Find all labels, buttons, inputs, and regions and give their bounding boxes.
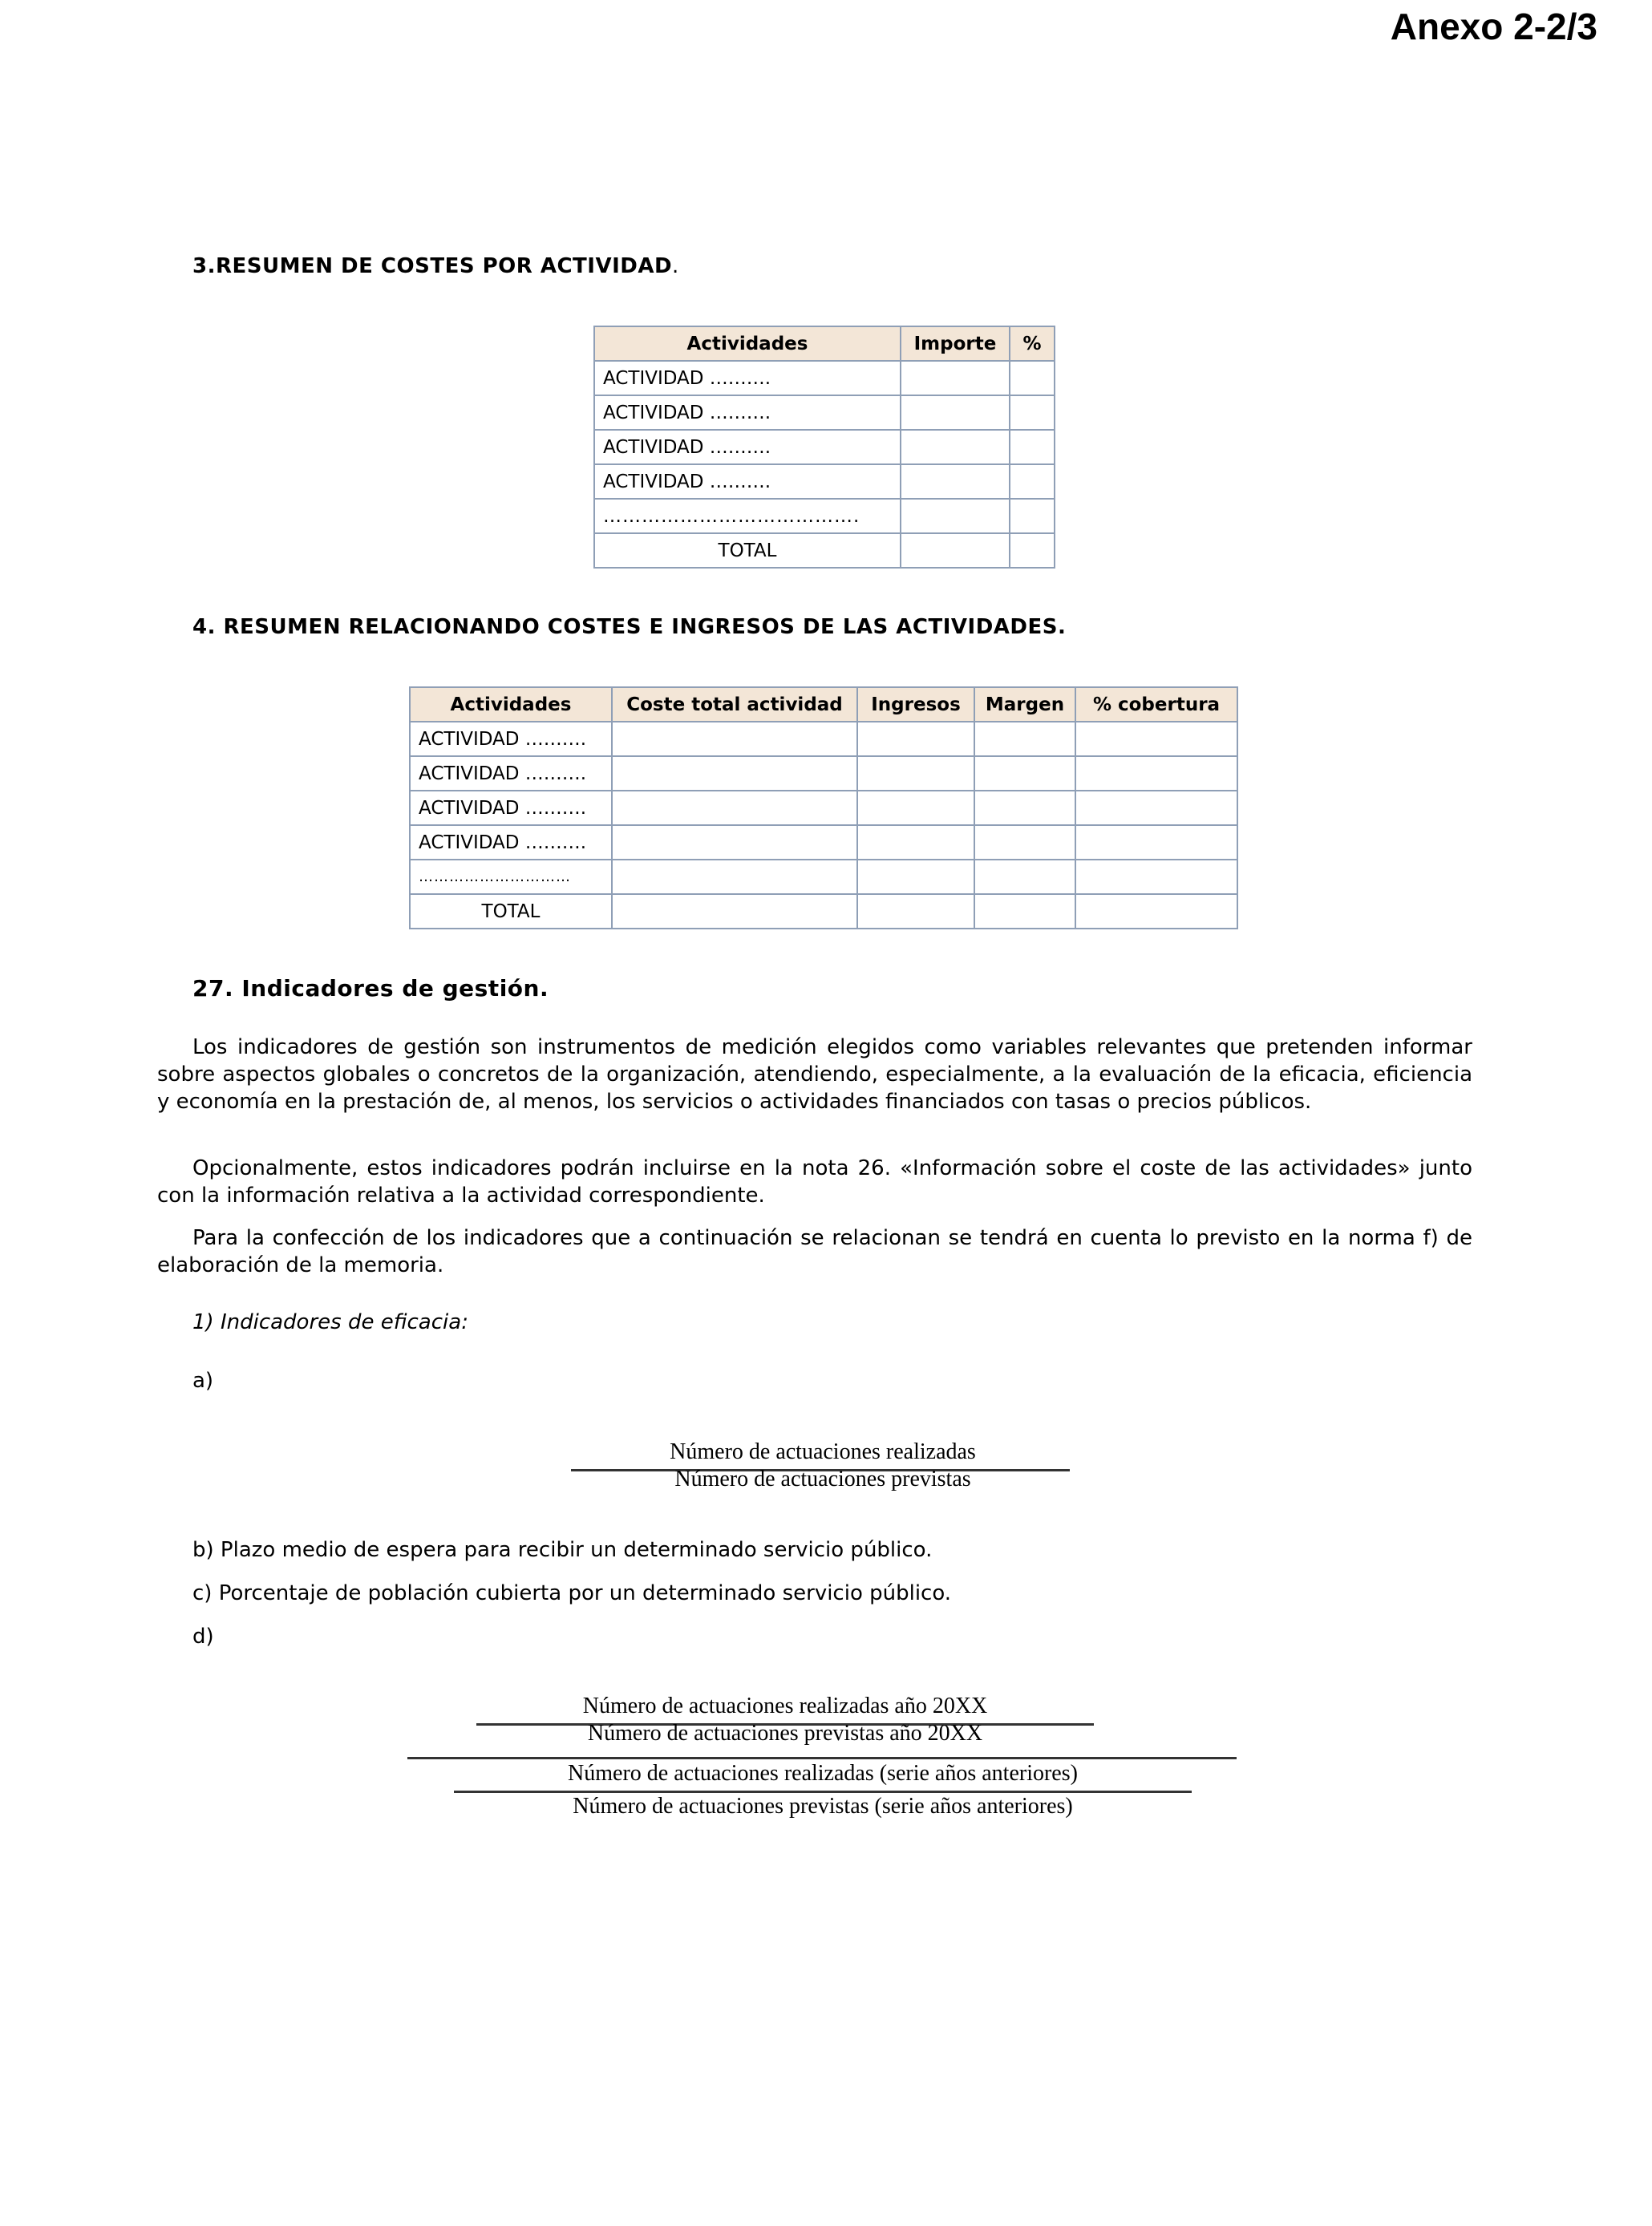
coste-cell	[612, 791, 857, 825]
table-row	[594, 464, 1055, 499]
coste-cell	[612, 860, 857, 894]
activity-cell: ACTIVIDAD ……….	[594, 395, 901, 430]
cobertura-cell	[1075, 756, 1237, 791]
percent-cell	[1010, 499, 1055, 533]
percent-total-cell	[1010, 533, 1055, 568]
fraction-d-denominator-bottom: Número de actuaciones previstas (serie años anteriores)	[573, 1794, 1073, 1819]
table-total-row	[410, 894, 1237, 929]
table-row	[594, 395, 1055, 430]
section-3-title-text: 3.RESUMEN DE COSTES POR ACTIVIDAD	[192, 254, 673, 278]
fraction-d-lower-rule	[454, 1791, 1192, 1793]
table-header-row	[594, 326, 1055, 361]
activity-cell: ACTIVIDAD ……….	[410, 825, 612, 860]
total-label: TOTAL	[594, 533, 901, 568]
table-header-row	[410, 687, 1237, 722]
fraction-a-denominator: Número de actuaciones previstas	[674, 1467, 971, 1491]
section-27-title: 27. Indicadores de gestión.	[192, 975, 549, 1002]
importe-cell	[901, 464, 1010, 499]
indicators-subtitle: 1) Indicadores de eficacia:	[192, 1310, 468, 1334]
activity-cell: ACTIVIDAD ……….	[410, 722, 612, 756]
ingresos-cell	[857, 756, 974, 791]
table-row	[410, 791, 1237, 825]
cost-summary-table	[593, 326, 1055, 569]
margen-cell	[974, 756, 1075, 791]
fraction-d-main-rule	[407, 1757, 1237, 1759]
margen-cell	[974, 722, 1075, 756]
fraction-a-numerator: Número de actuaciones realizadas	[670, 1439, 976, 1464]
activity-cell: ACTIVIDAD ……….	[594, 464, 901, 499]
activity-cell: ACTIVIDAD ……….	[410, 756, 612, 791]
total-label: TOTAL	[410, 894, 612, 929]
item-c: c) Porcentaje de población cubierta por un determinado servicio público.	[192, 1581, 952, 1605]
item-a-label: a)	[192, 1369, 214, 1393]
activity-cell: ACTIVIDAD ……….	[594, 361, 901, 395]
table-row	[594, 361, 1055, 395]
activity-cell: ACTIVIDAD ……….	[410, 791, 612, 825]
fraction-d-numerator-bottom: Número de actuaciones previstas año 20XX	[587, 1721, 983, 1746]
ingresos-cell	[857, 825, 974, 860]
importe-cell	[901, 430, 1010, 464]
ingresos-total-cell	[857, 894, 974, 929]
col-header-importe: Importe	[901, 326, 1010, 361]
importe-cell	[901, 499, 1010, 533]
cobertura-cell	[1075, 860, 1237, 894]
margen-cell	[974, 860, 1075, 894]
col-header-margen: Margen	[974, 687, 1075, 722]
table-row	[594, 499, 1055, 533]
section-3-title-tail: .	[672, 254, 679, 278]
col-header-ingresos: Ingresos	[857, 687, 974, 722]
margen-cell	[974, 825, 1075, 860]
table-row	[410, 722, 1237, 756]
margen-cell	[974, 791, 1075, 825]
table-row	[594, 430, 1055, 464]
col-header-percent: %	[1010, 326, 1055, 361]
importe-total-cell	[901, 533, 1010, 568]
col-header-actividades: Actividades	[410, 687, 612, 722]
col-header-cobertura: % cobertura	[1075, 687, 1237, 722]
cost-income-table	[409, 686, 1238, 929]
coste-cell	[612, 756, 857, 791]
margen-total-cell	[974, 894, 1075, 929]
section-3-title	[192, 254, 679, 278]
table-row	[410, 756, 1237, 791]
activity-cell: ACTIVIDAD ……….	[594, 430, 901, 464]
ingresos-cell	[857, 860, 974, 894]
cobertura-cell	[1075, 722, 1237, 756]
table-row	[410, 825, 1237, 860]
item-b: b) Plazo medio de espera para recibir un determinado servicio público.	[192, 1538, 933, 1562]
cobertura-total-cell	[1075, 894, 1237, 929]
importe-cell	[901, 395, 1010, 430]
col-header-coste-total: Coste total actividad	[612, 687, 857, 722]
activity-cell: ………………………………….	[594, 499, 901, 533]
cobertura-cell	[1075, 791, 1237, 825]
ingresos-cell	[857, 791, 974, 825]
importe-cell	[901, 361, 1010, 395]
col-header-actividades: Actividades	[594, 326, 901, 361]
section-4-title: 4. RESUMEN RELACIONANDO COSTES E INGRESOS DE LAS ACTIVIDADES.	[192, 615, 1067, 639]
percent-cell	[1010, 361, 1055, 395]
table-row	[410, 860, 1237, 894]
percent-cell	[1010, 395, 1055, 430]
activity-cell: …………………………	[410, 860, 612, 894]
coste-cell	[612, 825, 857, 860]
paragraph-intro: Los indicadores de gestión son instrumentos de medición elegidos como variables relevantes que pretenden informar sobre aspectos globales o concretos de la organización, atendiendo, especialmente, a la evaluación de la eficacia, eficiencia y economía en la prestación de, al menos, los servicios o actividades financiados con tasas o precios públicos.	[157, 1035, 1472, 1114]
fraction-d-numerator-top: Número de actuaciones realizadas año 20XX	[582, 1694, 988, 1718]
coste-cell	[612, 722, 857, 756]
annex-label: Anexo 2-2/3	[1390, 6, 1597, 47]
ingresos-cell	[857, 722, 974, 756]
percent-cell	[1010, 430, 1055, 464]
percent-cell	[1010, 464, 1055, 499]
paragraph-confeccion: Para la confección de los indicadores que a continuación se relacionan se tendrá en cuenta lo previsto en la norma f) de elaboración de la memoria.	[157, 1226, 1472, 1277]
cobertura-cell	[1075, 825, 1237, 860]
paragraph-optional: Opcionalmente, estos indicadores podrán incluirse en la nota 26. «Información sobre el coste de las actividades» junto con la información relativa a la actividad correspondiente.	[157, 1156, 1472, 1208]
coste-total-cell	[612, 894, 857, 929]
table-total-row	[594, 533, 1055, 568]
fraction-d-denominator-top: Número de actuaciones realizadas (serie años anteriores)	[568, 1761, 1078, 1786]
item-d-label: d)	[192, 1625, 214, 1649]
